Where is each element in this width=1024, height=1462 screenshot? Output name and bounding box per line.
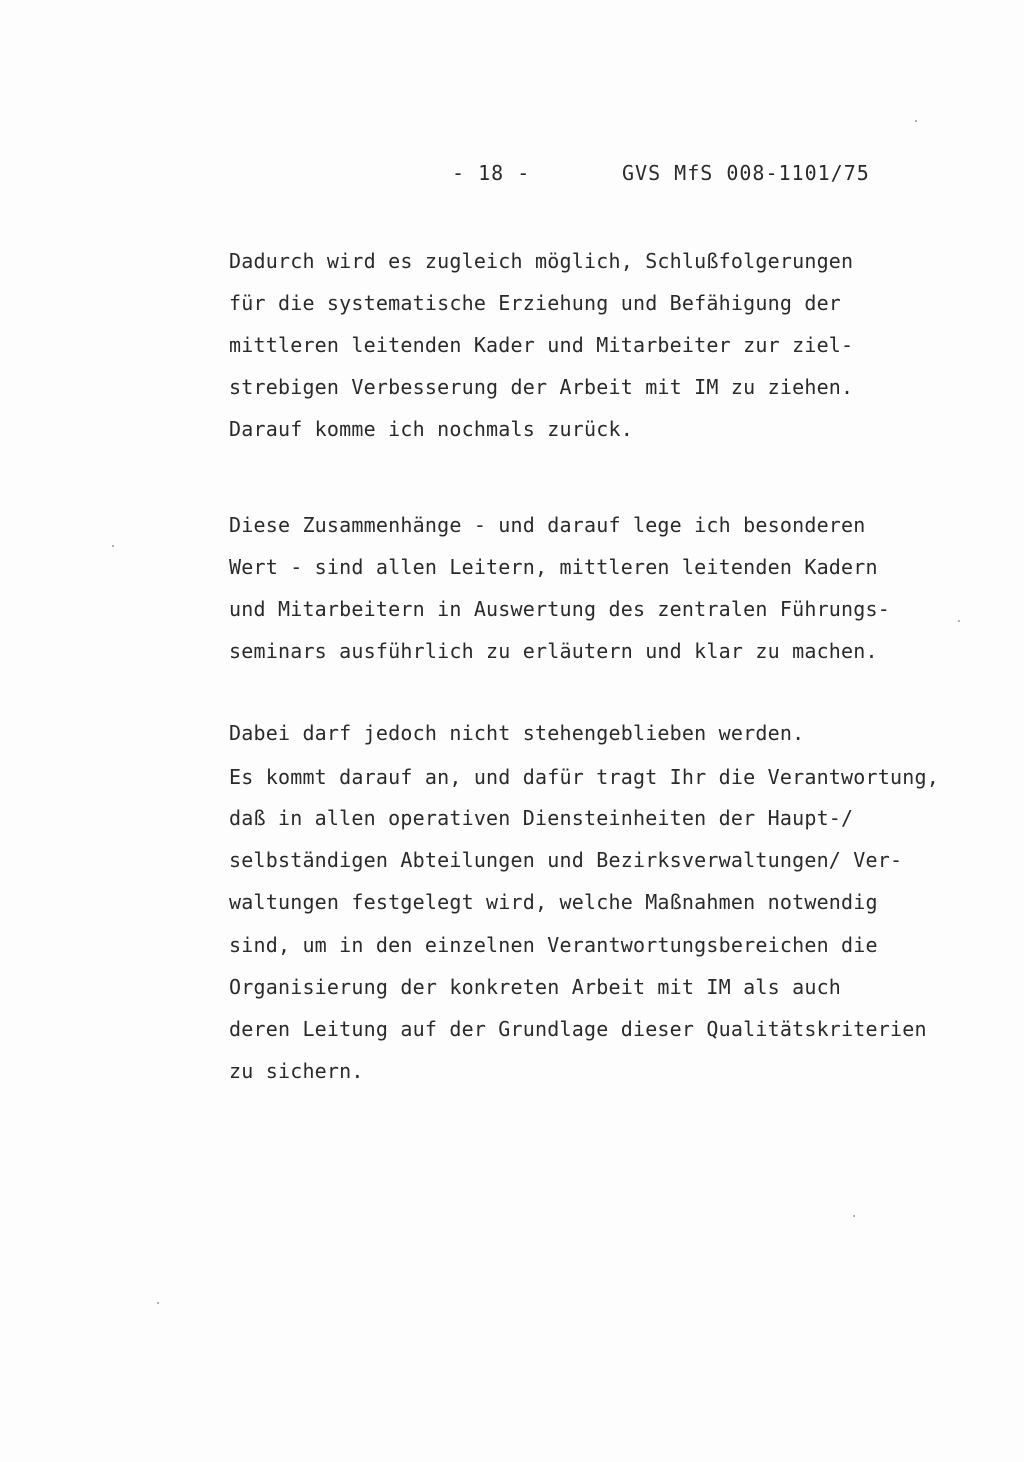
scan-speck — [112, 545, 114, 547]
text-line: Darauf komme ich nochmals zurück. — [229, 417, 633, 441]
text-line: Dadurch wird es zugleich möglich, Schlußfolgerungen — [229, 249, 854, 273]
text-line: waltungen festgelegt wird, welche Maßnahmen notwendig — [229, 890, 878, 914]
text-line: und Mitarbeitern in Auswertung des zentralen Führungs- — [229, 597, 891, 621]
text-line: strebigen Verbesserung der Arbeit mit IM zu ziehen. — [229, 375, 854, 399]
document-reference: GVS MfS 008-1101/75 — [622, 161, 870, 185]
scan-speck — [915, 120, 917, 122]
text-line: zu sichern. — [229, 1059, 364, 1083]
text-line: für die systematische Erziehung und Befähigung der — [229, 291, 842, 315]
text-line: daß in allen operativen Diensteinheiten der Haupt-/ — [229, 806, 854, 830]
text-line: selbständigen Abteilungen und Bezirksverwaltungen/ Ver- — [229, 848, 903, 872]
text-line: deren Leitung auf der Grundlage dieser Qualitätskriterien — [229, 1017, 927, 1041]
text-line: Es kommt darauf an, und dafür tragt Ihr die Verantwortung, — [229, 765, 939, 789]
scan-speck — [958, 620, 960, 622]
page-number: - 18 - — [452, 161, 531, 185]
text-line: Dabei darf jedoch nicht stehengeblieben werden. — [229, 721, 805, 745]
text-line: Diese Zusammenhänge - und darauf lege ich besonderen — [229, 513, 866, 537]
scan-speck — [157, 1302, 159, 1304]
text-line: mittleren leitenden Kader und Mitarbeiter zur ziel- — [229, 333, 854, 357]
text-line: Wert - sind allen Leitern, mittleren leitenden Kadern — [229, 555, 878, 579]
scan-speck — [853, 1215, 855, 1217]
page-header — [0, 156, 1024, 190]
text-line: sind, um in den einzelnen Verantwortungsbereichen die — [229, 933, 878, 957]
text-line: seminars ausführlich zu erläutern und klar zu machen. — [229, 639, 878, 663]
text-line: Organisierung der konkreten Arbeit mit IM als auch — [229, 975, 842, 999]
